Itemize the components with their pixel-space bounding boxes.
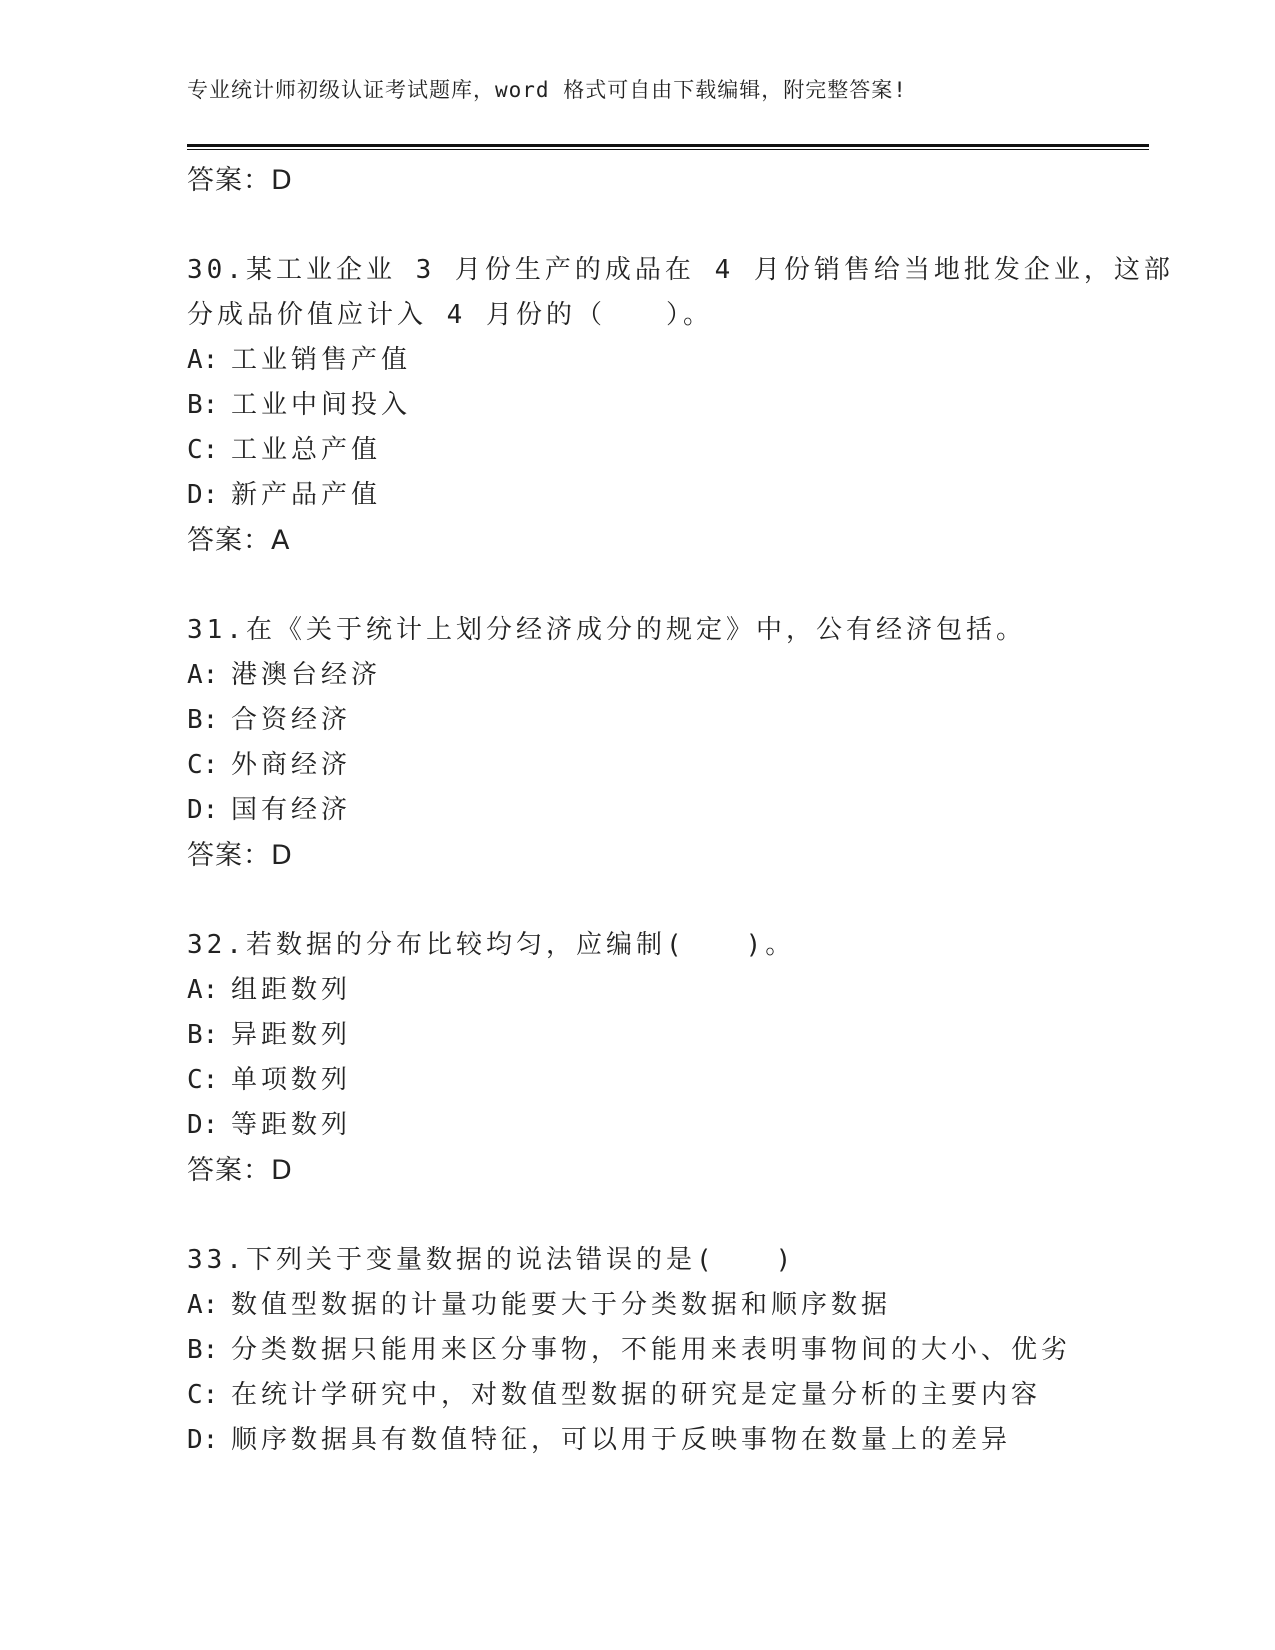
option-text: 港澳台经济 [231,660,382,690]
header-divider-thick [187,144,1149,147]
option-c [187,428,1087,473]
question-31 [187,608,1087,878]
answer-line: 答案：A [187,525,291,556]
option-letter: D: [187,480,219,510]
option-text: 外商经济 [231,750,352,780]
option-letter: C: [187,750,219,780]
answer-line: 答案：D [187,1155,293,1186]
option-letter: A: [187,1290,219,1320]
spacer [187,203,1087,248]
option-a [187,653,1087,698]
question-stem: 33.下列关于变量数据的说法错误的是( ) [187,1245,796,1275]
option-text: 合资经济 [231,705,352,735]
option-letter: A: [187,975,219,1005]
answer-line: 答案：D [187,840,293,871]
option-d [187,1418,1087,1463]
option-b [187,698,1087,743]
question-33 [187,1238,1087,1463]
option-b [187,383,1087,428]
question-stem-continued: 分成品价值应计入 4 月份的（ ）。 [187,300,713,330]
option-letter: A: [187,345,219,375]
option-d [187,788,1087,833]
option-letter: A: [187,660,219,690]
option-d [187,1103,1087,1148]
question-stem: 32.若数据的分布比较均匀，应编制( )。 [187,930,796,960]
option-letter: C: [187,435,219,465]
option-text: 异距数列 [231,1020,352,1050]
spacer [187,1193,1087,1238]
question-32 [187,923,1087,1193]
option-text: 工业总产值 [231,435,382,465]
option-letter: B: [187,705,219,735]
spacer [187,878,1087,923]
option-text: 等距数列 [231,1110,352,1140]
question-stem: 30.某工业企业 3 月份生产的成品在 4 月份销售给当地批发企业，这部 [187,255,1174,285]
option-text: 组距数列 [231,975,352,1005]
previous-answer: 答案：D [187,165,293,196]
option-b [187,1013,1087,1058]
option-a [187,338,1087,383]
option-text: 单项数列 [231,1065,352,1095]
option-text: 顺序数据具有数值特征，可以用于反映事物在数量上的差异 [231,1425,1012,1455]
question-stem: 31.在《关于统计上划分经济成分的规定》中，公有经济包括。 [187,615,1026,645]
spacer [187,563,1087,608]
option-text: 工业中间投入 [231,390,412,420]
header-divider-thin [187,149,1149,150]
option-a [187,1283,1087,1328]
option-letter: C: [187,1065,219,1095]
option-letter: B: [187,1335,219,1365]
option-c [187,743,1087,788]
option-text: 数值型数据的计量功能要大于分类数据和顺序数据 [231,1290,892,1320]
option-letter: B: [187,1020,219,1050]
option-letter: B: [187,390,219,420]
option-text: 新产品产值 [231,480,382,510]
option-letter: D: [187,1425,219,1455]
option-c [187,1373,1087,1418]
option-text: 分类数据只能用来区分事物，不能用来表明事物间的大小、优劣 [231,1335,1072,1365]
option-text: 工业销售产值 [231,345,412,375]
option-c [187,1058,1087,1103]
option-text: 在统计学研究中，对数值型数据的研究是定量分析的主要内容 [231,1380,1042,1410]
option-d [187,473,1087,518]
option-b [187,1328,1087,1373]
page-header-text: 专业统计师初级认证考试题库，word 格式可自由下载编辑，附完整答案! [187,78,907,102]
option-a [187,968,1087,1013]
option-text: 国有经济 [231,795,352,825]
option-letter: D: [187,1110,219,1140]
option-letter: C: [187,1380,219,1410]
question-30 [187,248,1174,563]
option-letter: D: [187,795,219,825]
question-list [187,158,1174,1463]
